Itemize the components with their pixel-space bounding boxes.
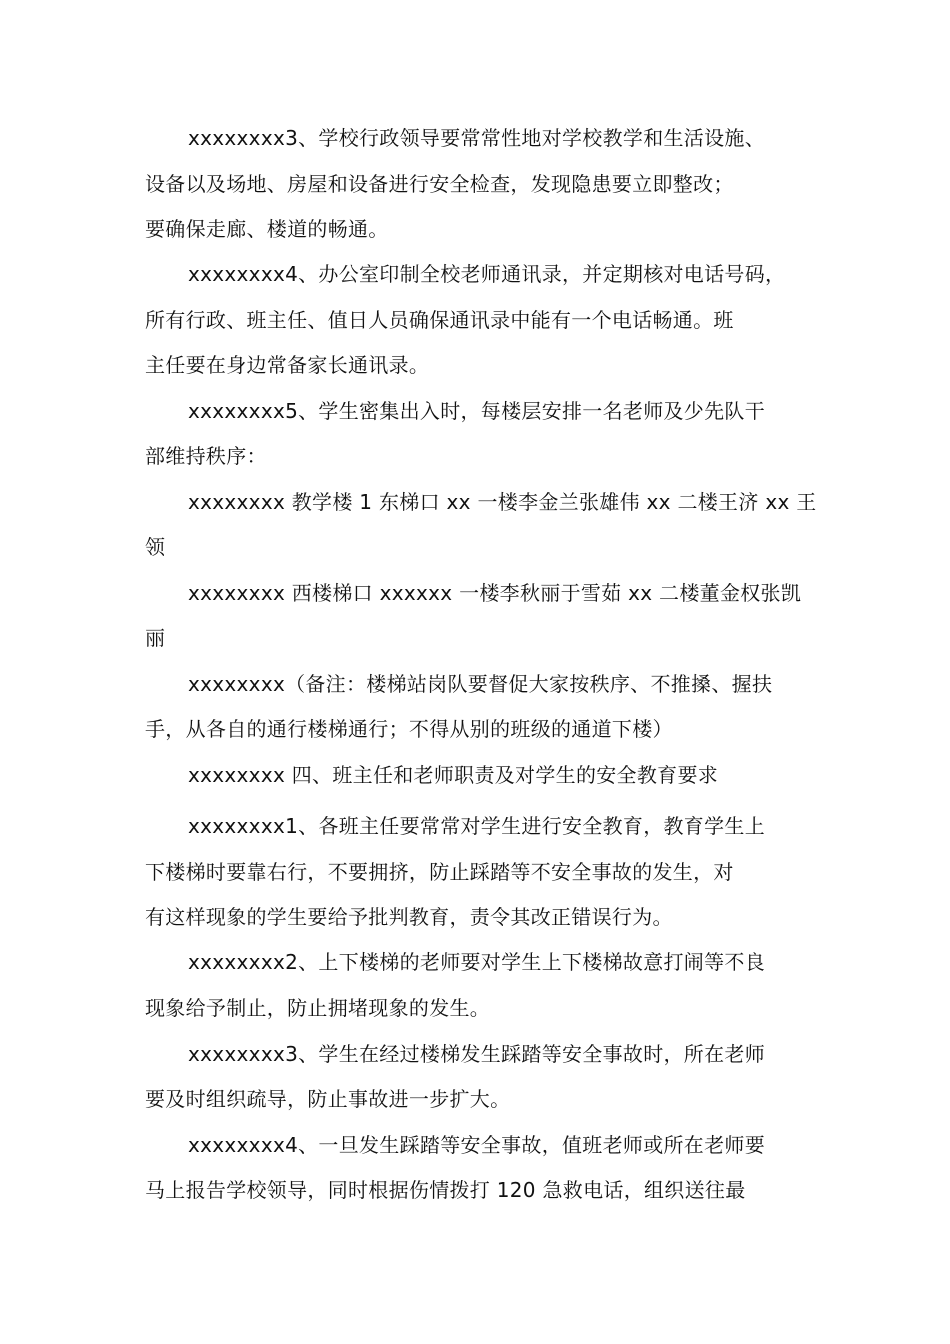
paragraph-line: 部维持秩序： [145, 444, 267, 468]
paragraph-line: xxxxxxxx 西楼梯口 xxxxxx 一楼李秋丽于雪茹 xx 二楼董金权张凯 [188, 581, 802, 605]
paragraph-line: xxxxxxxx4、办公室印制全校老师通讯录，并定期核对电话号码， [188, 262, 786, 286]
paragraph-line: xxxxxxxx 教学楼 1 东梯口 xx 一楼李金兰张雄伟 xx 二楼王济 xx 王 [188, 490, 817, 514]
paragraph-line: 要确保走廊、楼道的畅通。 [145, 217, 389, 241]
paragraph-line: 手，从各自的通行楼梯通行；不得从别的班级的通道下楼） [145, 717, 673, 741]
paragraph-line: 设备以及场地、房屋和设备进行安全检查，发现隐患要立即整改； [145, 172, 734, 196]
paragraph-line: 丽 [145, 626, 166, 650]
paragraph-line: 有这样现象的学生要给予批判教育，责令其改正错误行为。 [145, 905, 673, 929]
paragraph-line: xxxxxxxx4、一旦发生踩踏等安全事故，值班老师或所在老师要 [188, 1133, 766, 1157]
paragraph-line: xxxxxxxx5、学生密集出入时，每楼层安排一名老师及少先队干 [188, 399, 766, 423]
paragraph-line: 领 [145, 535, 166, 559]
paragraph-line: xxxxxxxx2、上下楼梯的老师要对学生上下楼梯故意打闹等不良 [188, 950, 766, 974]
paragraph-line: 现象给予制止，防止拥堵现象的发生。 [145, 996, 491, 1020]
paragraph-line: 马上报告学校领导，同时根据伤情拨打 120 急救电话，组织送往最 [145, 1178, 746, 1202]
paragraph-line: xxxxxxxx3、学生在经过楼梯发生踩踏等安全事故时，所在老师 [188, 1042, 766, 1066]
paragraph-line: 主任要在身边常备家长通讯录。 [145, 353, 430, 377]
section-heading: xxxxxxxx 四、班主任和老师职责及对学生的安全教育要求 [188, 763, 719, 787]
paragraph-line: xxxxxxxx3、学校行政领导要常常性地对学校教学和生活设施、 [188, 126, 766, 150]
paragraph-line: 要及时组织疏导，防止事故进一步扩大。 [145, 1087, 511, 1111]
paragraph-line: 所有行政、班主任、值日人员确保通讯录中能有一个电话畅通。班 [145, 308, 734, 332]
paragraph-line: 下楼梯时要靠右行，不要拥挤，防止踩踏等不安全事故的发生，对 [145, 860, 734, 884]
paragraph-line: xxxxxxxx（备注：楼梯站岗队要督促大家按秩序、不推搡、握扶 [188, 672, 773, 696]
paragraph-line: xxxxxxxx1、各班主任要常常对学生进行安全教育，教育学生上 [188, 814, 766, 838]
